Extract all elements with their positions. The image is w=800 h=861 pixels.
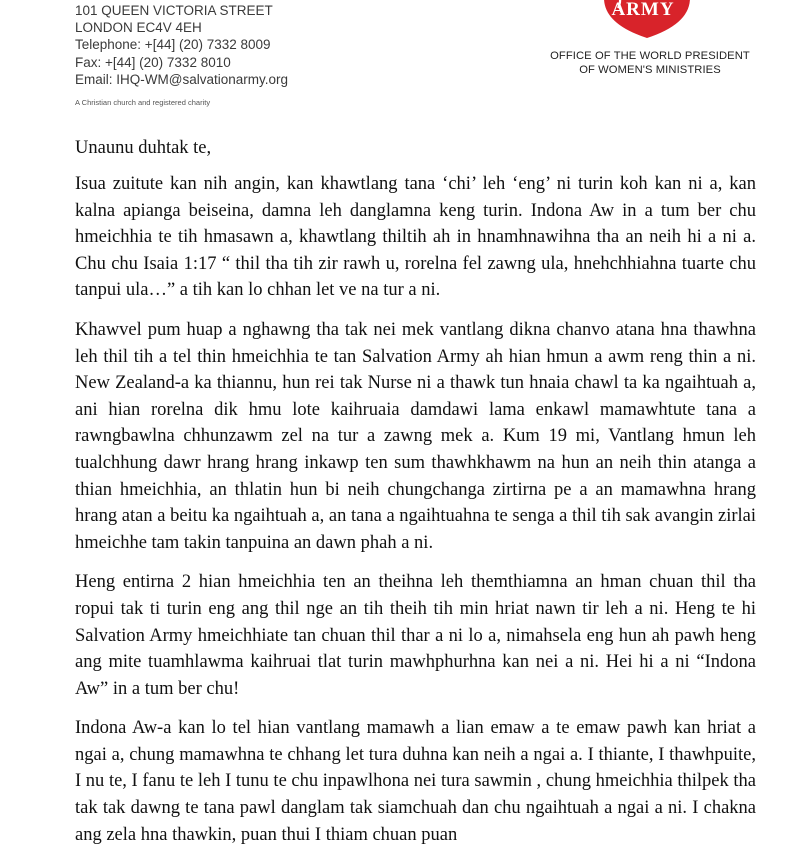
letter-body xyxy=(75,171,756,861)
paragraph-1: Isua zuitute kan nih angin, kan khawtlang tana ‘chi’ leh ‘eng’ ni turin koh kan ni a, kan kalna apianga beiseina, damna leh danglamna keng turin. Indona Aw in a tum ber chu hmeichhia te tih hmasawn a, khawtlang thiltih ah in hnamhnawihna tha an neih hi a ni a. Chu chu Isaia 1:17 “ thil tha tih zir rawh u, rorelna fel zawng ula, hnehchhiahna tuarte chu tanpui ula…” a tih kan lo chhan let ve na tur a ni. xyxy=(75,174,756,301)
address-street: 101 QUEEN VICTORIA STREET xyxy=(75,3,273,18)
address-fax: Fax: +[44] (20) 7332 8010 xyxy=(75,54,231,70)
office-title-line-2: OF WOMEN'S MINISTRIES xyxy=(579,63,721,76)
office-title xyxy=(535,50,765,77)
address-email: Email: IHQ-WM@salvationarmy.org xyxy=(75,71,288,87)
charity-note: A Christian church and registered charity xyxy=(75,98,211,107)
paragraph-2: Khawvel pum huap a nghawng tha tak nei mek vantlang dikna chanvo atana hna thawhna leh thil tih a tel thin hmeichhia te tan Salvation Army ah hian hmun a awm reng thin a ni. New Zealand-a ka thiannu, hun rei tak Nurse ni a thawk tun hnaia chawl ta ka ngaihtuah a, ani hian rorelna dik hmu lote kaihruaia damdawi lama enkawl mamawhtute tana a rawngbawlna chhunzawm zel na tur a zawng mek a. Kum 19 mi, Vantlang hmun leh tualchhung dawr hrang hrang inkawp ten sum thawhkhawm na hun an neih thin atanga a thian hmeichhia, an thlatin hun bi neih chungchanga zirtirna pe a an mamawhna hrang hrang atan a beitu ka ngaihtuah a, an tana a ngaihtuahna te senga a thil tih sak avangin zirlai hmeichhe tam takin tanpuina an dawn phah a ni. xyxy=(75,319,756,553)
salvation-army-shield-logo-icon xyxy=(596,0,698,40)
logo-text: ARMY xyxy=(611,0,675,20)
letterhead-address xyxy=(75,2,335,88)
paragraph-4: Indona Aw-a kan lo tel hian vantlang mamawh a lian emaw a te emaw pawh kan hriat a ngai a, chung mamawhna te chhang let tura duhna kan neih a ngai a. I thiante, I thawhpuite, I nu te, I fanu te leh I tunu te chu inpawlhona nei tura sawmin , chung hmeichhia thilpek tha tak tak dawng te tana pawl danglam tak siamchuah dan chu ngaihtuah a ngai a ni. I chakna ang zela hna thawkin, puan thui I thiam chuan puan xyxy=(75,718,756,845)
address-city: LONDON EC4V 4EH xyxy=(75,20,202,36)
office-title-line-1: OFFICE OF THE WORLD PRESIDENT xyxy=(550,50,750,62)
salutation: Unaunu duhtak te, xyxy=(75,138,212,158)
address-telephone: Telephone: +[44] (20) 7332 8009 xyxy=(75,37,271,53)
paragraph-3: Heng entirna 2 hian hmeichhia ten an theihna leh themthiamna an hman chuan thil tha ropui tak ti turin eng ang thil nge an tih theih tih min hriat nawn tir leh a ni. Heng te hi Salvation Army hmeichhiate tan chuan thil thar a ni lo a, nimahsela eng hun ah pawh heng ang mite tuamhlawma kaihruai tlat turin mawhphurhna kan nei a ni. Hei hi a ni “Indona Aw” in a tum ber chu! xyxy=(75,572,756,699)
